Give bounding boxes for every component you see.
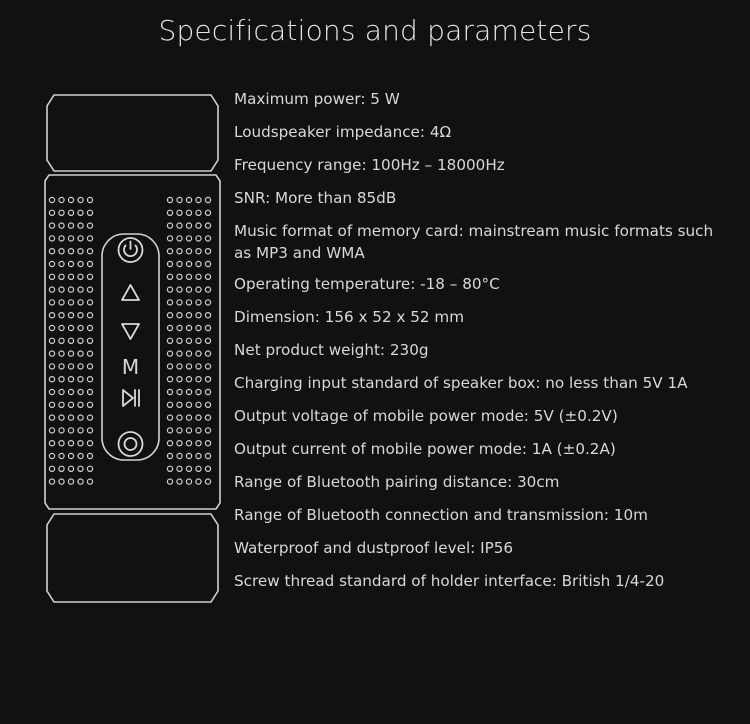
grill-hole	[196, 415, 201, 420]
spec-item: Range of Bluetooth pairing distance: 30cm	[234, 473, 560, 491]
grill-hole	[59, 261, 64, 266]
grill-hole	[177, 377, 182, 382]
grill-hole	[87, 441, 92, 446]
grill-hole	[59, 300, 64, 305]
grill-hole	[186, 210, 191, 215]
grill-hole	[196, 287, 201, 292]
grill-hole	[78, 325, 83, 330]
grill-hole	[78, 428, 83, 433]
grill-hole	[68, 428, 73, 433]
grill-hole	[205, 453, 210, 458]
grill-hole	[177, 479, 182, 484]
grill-hole	[177, 351, 182, 356]
grill-hole	[177, 210, 182, 215]
spec-list	[234, 88, 734, 603]
grill-hole	[87, 197, 92, 202]
grill-hole	[49, 261, 54, 266]
grill-hole	[177, 389, 182, 394]
grill-hole	[205, 338, 210, 343]
spec-item: SNR: More than 85dB	[234, 189, 397, 207]
grill-hole	[167, 466, 172, 471]
grill-hole	[87, 453, 92, 458]
grill-hole	[186, 479, 191, 484]
grill-hole	[205, 274, 210, 279]
grill-hole	[186, 287, 191, 292]
grill-hole	[167, 351, 172, 356]
grill-hole	[78, 210, 83, 215]
grill-hole	[196, 428, 201, 433]
grill-hole	[177, 441, 182, 446]
page-title: Specifications and parameters	[158, 14, 592, 47]
grill-hole	[68, 466, 73, 471]
grill-hole	[59, 313, 64, 318]
grill-hole	[186, 389, 191, 394]
grill-hole	[186, 338, 191, 343]
grill-hole	[49, 402, 54, 407]
grill-hole	[78, 351, 83, 356]
grill-hole	[177, 300, 182, 305]
grill-hole	[78, 338, 83, 343]
grill-hole	[167, 236, 172, 241]
grill-hole	[177, 325, 182, 330]
grill-hole	[167, 197, 172, 202]
grill-hole	[49, 249, 54, 254]
grill-hole	[196, 389, 201, 394]
grill-hole	[167, 223, 172, 228]
grill-hole	[49, 351, 54, 356]
grill-hole	[49, 377, 54, 382]
grill-hole	[49, 197, 54, 202]
grill-hole	[49, 415, 54, 420]
grill-hole	[186, 453, 191, 458]
grill-hole	[68, 338, 73, 343]
grill-hole	[78, 466, 83, 471]
grill-hole	[87, 325, 92, 330]
grill-hole	[59, 402, 64, 407]
grill-hole	[205, 223, 210, 228]
grill-hole	[87, 287, 92, 292]
grill-hole	[68, 453, 73, 458]
grill-hole	[68, 415, 73, 420]
grill-hole	[186, 236, 191, 241]
grill-hole	[59, 364, 64, 369]
grill-hole	[205, 466, 210, 471]
grill-hole	[167, 402, 172, 407]
grill-hole	[87, 377, 92, 382]
grill-hole	[78, 364, 83, 369]
grill-hole	[177, 287, 182, 292]
grill-hole	[205, 210, 210, 215]
grill-hole	[205, 402, 210, 407]
grill-hole	[49, 236, 54, 241]
grill-hole	[78, 441, 83, 446]
grill-hole	[177, 236, 182, 241]
button-panel	[102, 234, 159, 460]
grill-hole	[167, 338, 172, 343]
grill-hole	[49, 210, 54, 215]
grill-hole	[59, 210, 64, 215]
grill-hole	[87, 249, 92, 254]
grill-hole	[205, 197, 210, 202]
grill-hole	[196, 210, 201, 215]
spec-item: Dimension: 156 x 52 x 52 mm	[234, 308, 465, 326]
grill-hole	[186, 197, 191, 202]
grill-hole	[78, 402, 83, 407]
grill-hole	[87, 389, 92, 394]
grill-hole	[205, 389, 210, 394]
grill-hole	[186, 377, 191, 382]
grill-hole	[78, 223, 83, 228]
grill-hole	[186, 300, 191, 305]
grill-hole	[78, 274, 83, 279]
grill-hole	[205, 479, 210, 484]
grill-hole	[68, 351, 73, 356]
grill-hole	[78, 287, 83, 292]
grill-hole	[49, 479, 54, 484]
grill-hole	[59, 351, 64, 356]
grill-hole	[87, 479, 92, 484]
spec-item: Screw thread standard of holder interface: British 1/4-20	[234, 572, 665, 590]
power-icon	[119, 238, 143, 262]
spec-item: Music format of memory card: mainstream music formats such as MP3 and WMA	[234, 222, 714, 262]
grill-hole	[59, 377, 64, 382]
grill-hole	[78, 261, 83, 266]
grill-hole	[49, 338, 54, 343]
grill-hole	[59, 249, 64, 254]
grill-hole	[196, 453, 201, 458]
grill-hole	[186, 351, 191, 356]
grill-hole	[205, 441, 210, 446]
grill-hole	[177, 261, 182, 266]
grill-hole	[186, 313, 191, 318]
grill-hole	[59, 338, 64, 343]
grill-hole	[167, 428, 172, 433]
grill-hole	[68, 441, 73, 446]
grill-hole	[196, 261, 201, 266]
grill-hole	[177, 223, 182, 228]
grill-hole	[167, 441, 172, 446]
grill-hole	[186, 261, 191, 266]
grill-hole	[196, 223, 201, 228]
grill-hole	[49, 274, 54, 279]
grill-hole	[167, 210, 172, 215]
grill-hole	[196, 479, 201, 484]
grill-hole	[196, 300, 201, 305]
grill-hole	[59, 287, 64, 292]
grill-hole	[177, 313, 182, 318]
grill-hole	[59, 223, 64, 228]
grill-hole	[59, 428, 64, 433]
grill-hole	[87, 261, 92, 266]
grill-hole	[78, 389, 83, 394]
grill-hole	[186, 415, 191, 420]
play-pause-icon	[123, 390, 139, 406]
grill-hole	[177, 364, 182, 369]
grill-hole	[87, 210, 92, 215]
grill-hole	[167, 389, 172, 394]
grill-hole	[186, 325, 191, 330]
grill-hole	[68, 236, 73, 241]
grill-hole	[205, 377, 210, 382]
grill-hole	[68, 197, 73, 202]
grill-hole	[186, 466, 191, 471]
grill-hole	[196, 466, 201, 471]
grill-hole	[177, 402, 182, 407]
grill-hole	[87, 313, 92, 318]
grill-hole	[59, 479, 64, 484]
grill-hole	[68, 274, 73, 279]
grill-hole	[205, 300, 210, 305]
grill-hole	[78, 377, 83, 382]
grill-hole	[205, 364, 210, 369]
grill-hole	[167, 261, 172, 266]
grill-hole	[177, 197, 182, 202]
grill-hole	[167, 274, 172, 279]
grill-hole	[68, 402, 73, 407]
grill-hole	[167, 287, 172, 292]
grill-hole	[78, 453, 83, 458]
grill-hole	[87, 274, 92, 279]
grill-hole	[87, 351, 92, 356]
grill-hole	[205, 351, 210, 356]
grill-hole	[49, 453, 54, 458]
grill-hole	[186, 364, 191, 369]
grill-hole	[59, 325, 64, 330]
grill-hole	[68, 223, 73, 228]
grill-hole	[78, 300, 83, 305]
grill-hole	[68, 479, 73, 484]
grill-hole	[196, 351, 201, 356]
grill-hole	[196, 364, 201, 369]
grill-hole	[68, 287, 73, 292]
grill-hole	[177, 249, 182, 254]
grill-hole	[177, 428, 182, 433]
grill-hole	[59, 236, 64, 241]
grill-hole	[78, 479, 83, 484]
speaker-bottom-cap	[47, 514, 218, 602]
grill-hole	[59, 274, 64, 279]
grill-hole	[205, 325, 210, 330]
grill-hole	[49, 428, 54, 433]
grill-hole	[87, 466, 92, 471]
grill-hole	[59, 441, 64, 446]
grill-hole	[87, 415, 92, 420]
grill-hole	[186, 402, 191, 407]
grill-hole	[59, 466, 64, 471]
grill-hole	[196, 274, 201, 279]
grill-hole	[205, 313, 210, 318]
grill-hole	[167, 300, 172, 305]
grill-hole	[196, 236, 201, 241]
grill-hole	[167, 479, 172, 484]
grill-hole	[205, 261, 210, 266]
grill-hole	[186, 441, 191, 446]
grill-hole	[49, 441, 54, 446]
grill-hole	[186, 249, 191, 254]
grill-hole	[205, 236, 210, 241]
grill-hole	[167, 364, 172, 369]
grill-hole	[68, 364, 73, 369]
grill-hole	[78, 313, 83, 318]
grill-hole	[78, 415, 83, 420]
spec-item: Output current of mobile power mode: 1A (±0.2A)	[234, 440, 616, 458]
spec-item: Maximum power: 5 W	[234, 90, 400, 108]
grill-hole	[59, 389, 64, 394]
grill-hole	[177, 466, 182, 471]
grill-hole	[205, 287, 210, 292]
grill-hole	[87, 236, 92, 241]
grill-hole	[167, 249, 172, 254]
grill-hole	[68, 261, 73, 266]
grill-hole	[78, 236, 83, 241]
grill-hole	[196, 377, 201, 382]
speaker-illustration	[40, 88, 225, 608]
spec-item: Output voltage of mobile power mode: 5V (±0.2V)	[234, 407, 618, 425]
grill-hole	[205, 415, 210, 420]
spec-item: Operating temperature: -18 – 80°C	[234, 275, 500, 293]
grill-hole	[87, 402, 92, 407]
grill-hole	[59, 415, 64, 420]
spec-item: Range of Bluetooth connection and transmission: 10m	[234, 506, 648, 524]
grill-hole	[59, 197, 64, 202]
grill-hole	[87, 428, 92, 433]
spec-item: Charging input standard of speaker box: no less than 5V 1A	[234, 374, 688, 392]
grill-hole	[49, 223, 54, 228]
grill-hole	[186, 223, 191, 228]
grill-hole	[68, 313, 73, 318]
grill-hole	[68, 389, 73, 394]
grill-hole	[177, 415, 182, 420]
grill-hole	[87, 364, 92, 369]
grill-hole	[177, 453, 182, 458]
grill-hole	[78, 197, 83, 202]
grill-hole	[87, 300, 92, 305]
grill-hole	[177, 338, 182, 343]
grill-hole	[78, 249, 83, 254]
grill-hole	[196, 197, 201, 202]
volume-up-icon	[122, 285, 139, 300]
grill-hole	[186, 428, 191, 433]
grill-hole	[196, 338, 201, 343]
grill-hole	[59, 453, 64, 458]
spec-item: Waterproof and dustproof level: IP56	[234, 539, 514, 557]
grill-hole	[177, 274, 182, 279]
grill-hole	[49, 325, 54, 330]
grill-hole	[167, 377, 172, 382]
spec-item: Loudspeaker impedance: 4Ω	[234, 123, 452, 141]
grill-hole	[167, 453, 172, 458]
grill-hole	[49, 466, 54, 471]
spec-item: Frequency range: 100Hz – 18000Hz	[234, 156, 505, 174]
grill-hole	[167, 415, 172, 420]
grill-hole	[196, 325, 201, 330]
grill-hole	[196, 313, 201, 318]
speaker-top-cap	[47, 95, 218, 171]
grill-hole	[167, 313, 172, 318]
grill-hole	[49, 364, 54, 369]
speaker-grill	[49, 197, 210, 484]
grill-hole	[167, 325, 172, 330]
grill-hole	[68, 377, 73, 382]
grill-hole	[205, 249, 210, 254]
grill-hole	[49, 389, 54, 394]
grill-hole	[68, 210, 73, 215]
grill-hole	[68, 325, 73, 330]
spec-item: Net product weight: 230g	[234, 341, 429, 359]
ring-icon	[119, 432, 143, 456]
grill-hole	[49, 300, 54, 305]
grill-hole	[196, 402, 201, 407]
grill-hole	[196, 441, 201, 446]
grill-hole	[196, 249, 201, 254]
grill-hole	[87, 223, 92, 228]
grill-hole	[205, 428, 210, 433]
grill-hole	[186, 274, 191, 279]
grill-hole	[68, 300, 73, 305]
grill-hole	[87, 338, 92, 343]
grill-hole	[68, 249, 73, 254]
grill-hole	[49, 313, 54, 318]
volume-down-icon	[122, 324, 139, 339]
mode-icon: M	[121, 355, 140, 379]
grill-hole	[49, 287, 54, 292]
